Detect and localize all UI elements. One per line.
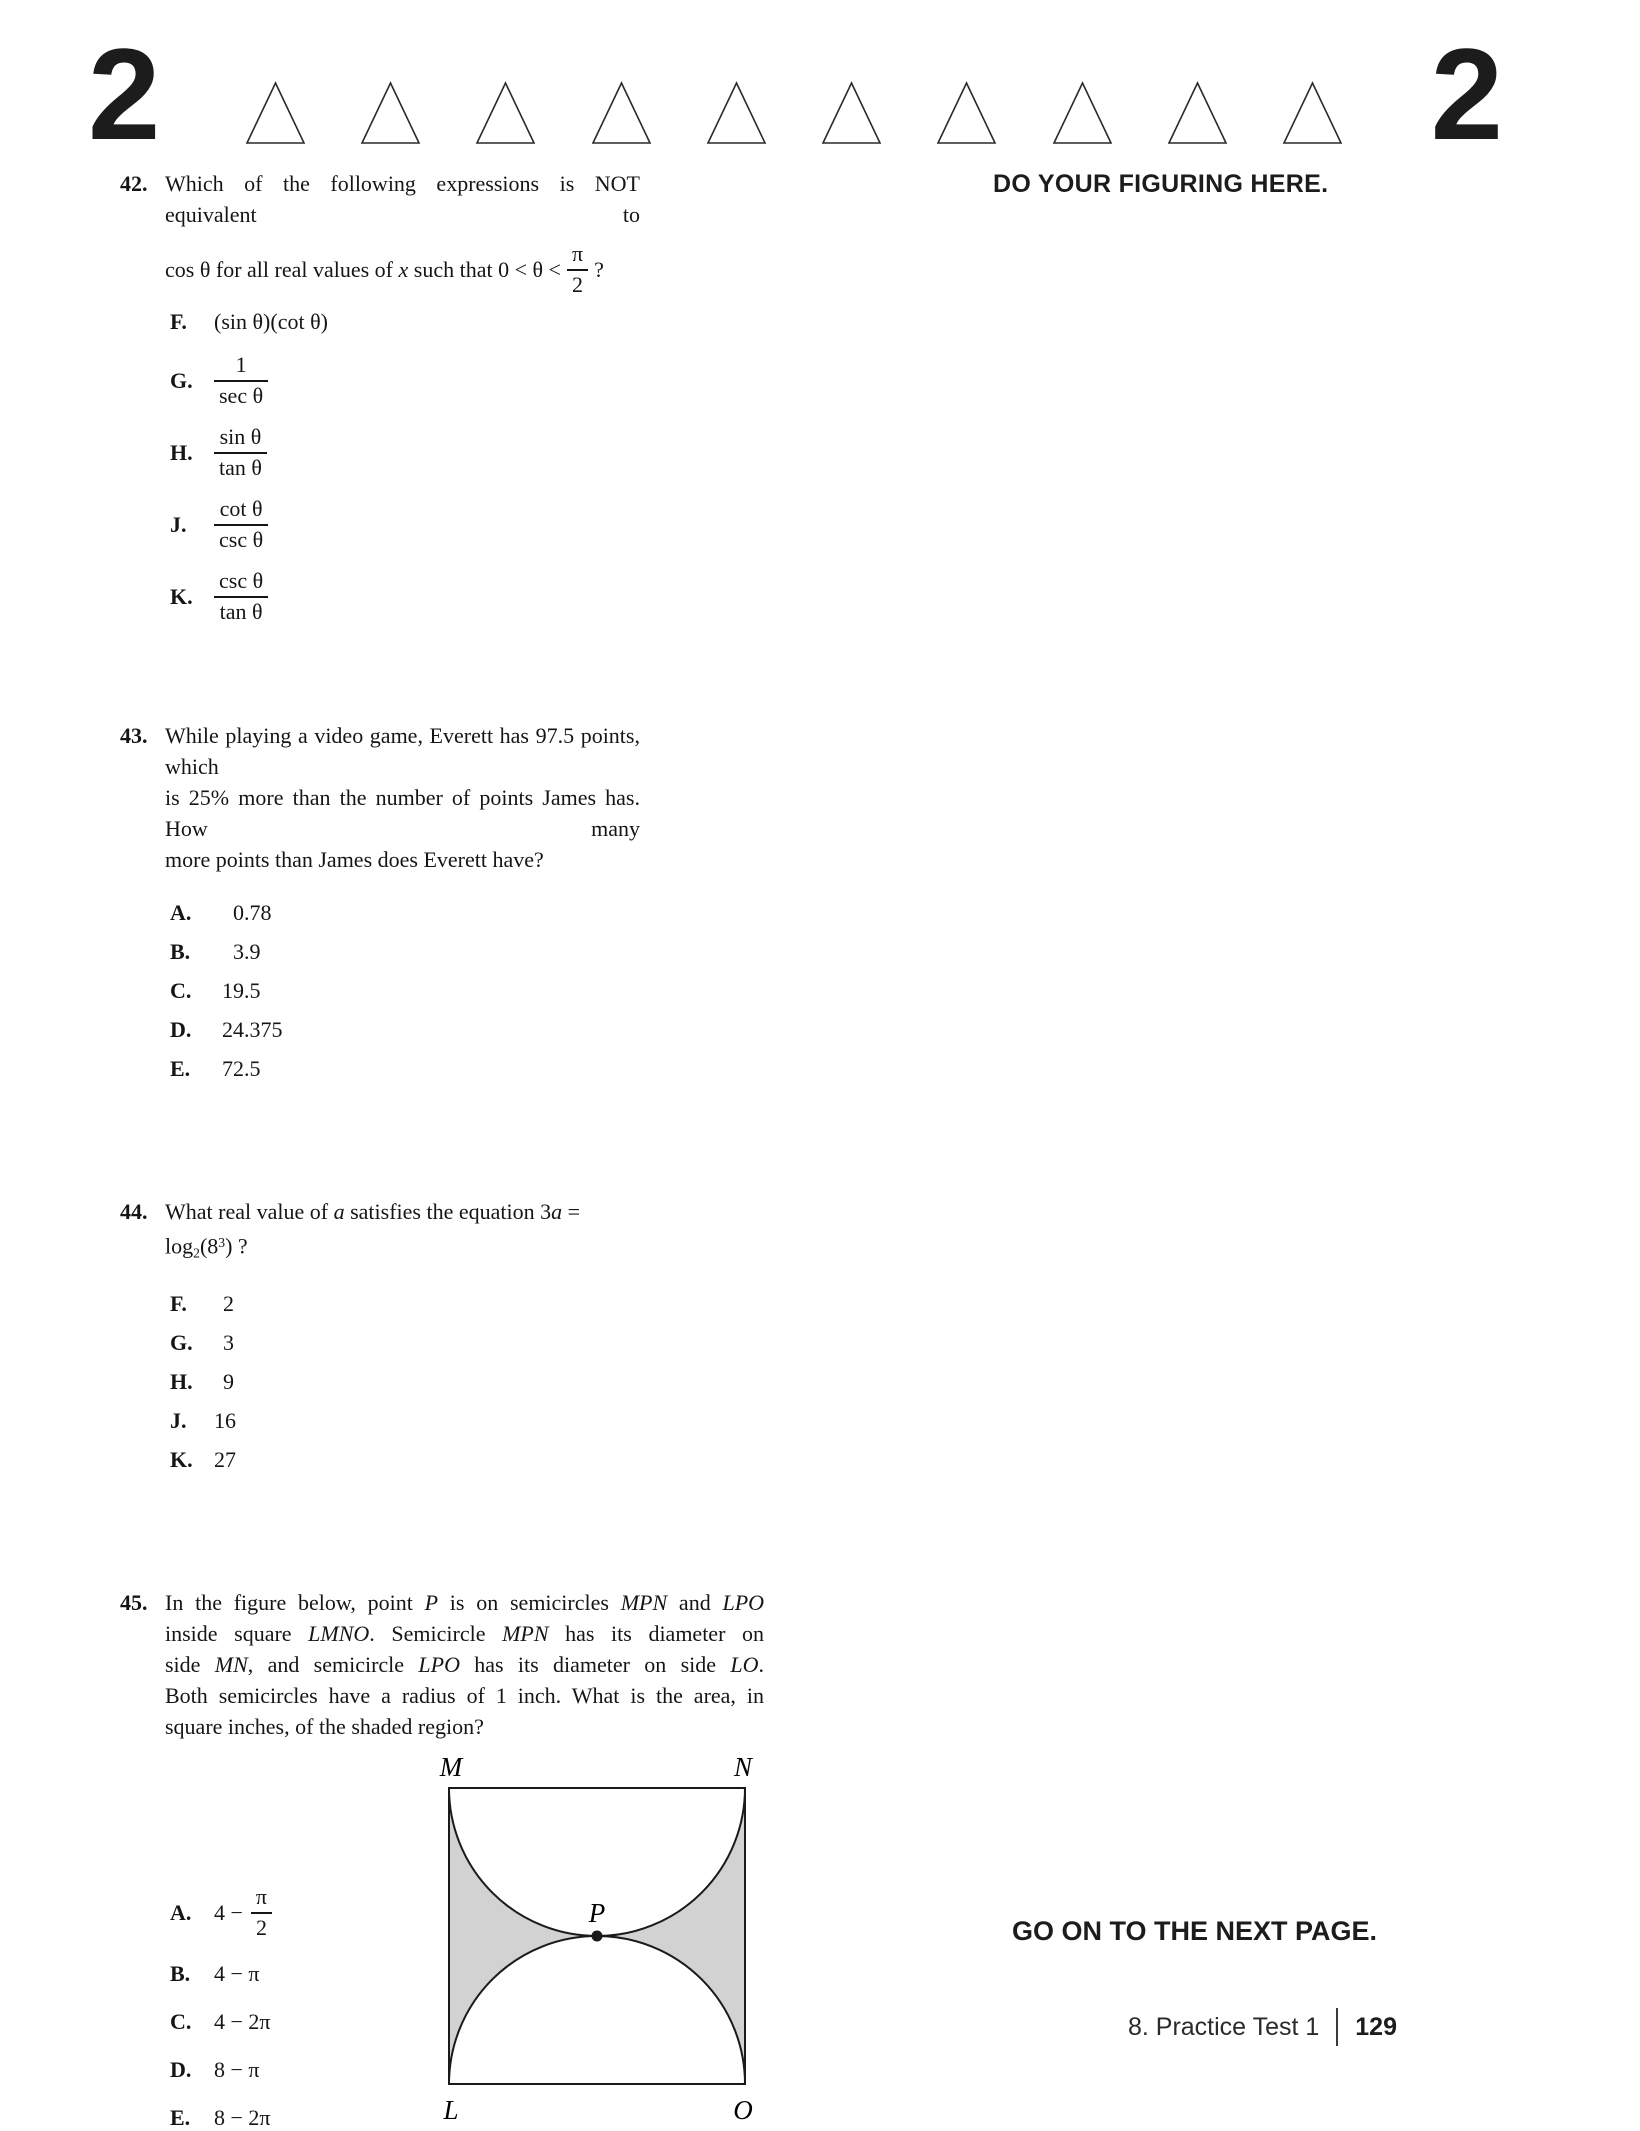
triangle-band [157,80,1430,148]
fraction [214,424,267,481]
question-text-line: side MN, and semicircle LPO has its diameter on side LO. [165,1652,764,1678]
option-letter: K. [170,1447,193,1473]
label-O: O [733,2095,753,2126]
option-value: (sin θ)(cot θ) [214,309,328,334]
fraction-numerator: csc θ [214,568,268,598]
answer-option [165,352,640,409]
questions-column [120,168,765,2131]
answer-option [165,2102,430,2131]
option-dec: .5 [244,1056,261,1081]
option-int: 19 [222,978,244,1003]
option-letter: H. [170,1369,193,1395]
answer-option [165,1053,640,1084]
option-value: 4 − π [214,1961,260,1987]
answer-option [165,1884,430,1941]
question-42 [120,168,640,625]
answer-option [165,2006,430,2037]
option-letter: A. [170,900,192,925]
point-P-dot [592,1931,603,1942]
option-letter: D. [170,1017,192,1042]
triangle-icon [820,80,883,146]
fraction-numerator: sin θ [214,424,267,454]
section-number-left: 2 [88,21,158,168]
option-letter: C. [170,2009,192,2035]
option-dec: .78 [244,900,272,925]
fraction-denominator: tan θ [219,599,263,624]
answer-option [165,1014,640,1045]
page-number: 129 [1355,2012,1397,2041]
option-letter: C. [170,978,192,1003]
shaded-region-right [597,1788,745,2084]
option-int: 3 [233,939,244,964]
triangle-icon [1166,80,1229,146]
question-text-line: inside square LMNO. Semicircle MPN has its diameter on [165,1621,764,1647]
option-letter: G. [170,1330,193,1356]
triangle-icon [474,80,537,146]
footer-divider [1336,2008,1338,2046]
fraction-denominator: 2 [255,1915,267,1941]
variable: x [398,257,409,282]
question-number: 45. [120,1590,148,1616]
q45-options-and-figure [165,1746,764,2131]
fraction [214,568,268,625]
option-value: 16 [214,1408,236,1434]
triangle-icon [705,80,768,146]
question-text-line: Which of the following expressions is NOT equivalent to [165,171,640,227]
answer-option [165,568,640,625]
fraction [567,241,588,298]
square-semicircles-diagram [430,1746,764,2128]
triangle-icon [1281,80,1344,146]
option-letter: E. [170,2105,191,2131]
q45-options [165,1746,430,2131]
answer-option [165,936,640,967]
label-L: L [443,2095,459,2126]
option-value [214,897,272,928]
fraction-denominator: 2 [572,272,583,297]
page-header [88,21,1500,168]
text-segment: such that 0 < θ < [413,257,561,282]
fraction [214,496,268,553]
triangle-icon [935,80,998,146]
question-44 [120,1196,640,1475]
question-number: 42. [120,171,148,196]
answer-option [165,897,640,928]
figuring-note: DO YOUR FIGURING HERE. [993,170,1329,198]
option-int: 24 [222,1017,244,1042]
option-letter: A. [170,1900,192,1926]
option-value: 8 − 2π [214,2105,271,2131]
option-letter: B. [170,1961,191,1987]
question-text-line [165,241,640,298]
label-N: N [733,1752,753,1783]
fraction-denominator: sec θ [219,383,264,408]
question-text-line: Both semicircles have a radius of 1 inch. What is the area, in [165,1683,764,1709]
answer-option [165,1366,640,1397]
answer-option [165,496,640,553]
option-value: 8 − π [214,2057,260,2083]
question-45 [120,1587,765,2131]
label-P: P [588,1898,606,1929]
answer-option [165,306,640,337]
option-letter: D. [170,2057,192,2083]
question-body [165,168,640,625]
question-number: 43. [120,723,148,748]
page-footer [1128,2008,1397,2046]
option-letter: F. [170,1291,187,1317]
fraction-denominator: csc θ [219,527,264,552]
fraction-numerator: cot θ [214,496,268,526]
triangle-icon [244,80,307,146]
text-segment: ? [594,257,604,282]
answer-option [165,1958,430,1989]
fraction-numerator: π [567,241,588,271]
option-value: 9 [223,1369,234,1395]
option-dec: .5 [244,978,261,1003]
answer-option [165,1327,640,1358]
question-body [165,1587,764,2131]
footer-label: 8. Practice Test 1 [1127,2012,1320,2041]
option-letter: K. [170,584,193,609]
option-dec: .9 [244,939,261,964]
answer-option [165,1405,640,1436]
fraction [214,352,268,409]
question-text-line: square inches, of the shaded region? [165,1714,484,1740]
answer-option [165,2054,430,2085]
option-value: 4 − [214,1900,243,1926]
option-value [214,1053,261,1084]
fraction-numerator: 1 [214,352,268,382]
option-value [214,936,261,967]
text-segment: cos θ for all real values of [165,257,394,282]
option-letter: F. [170,309,187,334]
answer-option [165,1288,640,1319]
shaded-region-left [449,1788,597,2084]
answer-option [165,975,640,1006]
geometry-figure [430,1746,764,2131]
question-number: 44. [120,1199,148,1224]
option-letter: J. [170,512,187,537]
option-value: 2 [223,1291,234,1317]
option-letter: G. [170,368,193,393]
option-letter: E. [170,1056,191,1081]
option-letter: H. [170,440,193,465]
question-text-line: What real value of a satisfies the equation $3a = \log_2(8^3)$ ? [165,1199,581,1261]
fraction [251,1884,272,1941]
question-body [165,1196,640,1475]
question-body [165,720,640,1084]
option-int: 0 [233,900,244,925]
answer-option [165,424,640,481]
question-text-line: While playing a video game, Everett has 97.5 points, which [165,723,640,779]
option-value [214,975,261,1006]
option-value [214,1014,283,1045]
question-text-line: more points than James does Everett have? [165,847,544,872]
question-text-line: is 25% more than the number of points James has. How many [165,785,640,841]
triangle-icon [1051,80,1114,146]
label-M: M [439,1752,463,1783]
option-value: 27 [214,1447,236,1473]
triangle-icon [359,80,422,146]
fraction-numerator: π [251,1884,272,1914]
option-dec: .375 [244,1017,283,1042]
option-value: 3 [223,1330,234,1356]
question-text-line: In the figure below, point P is on semicircles MPN and LPO [165,1590,765,1616]
fraction-denominator: tan θ [219,455,262,480]
question-43 [120,720,640,1084]
triangle-icon [590,80,653,146]
go-on-note: GO ON TO THE NEXT PAGE. [1011,1916,1377,1946]
option-value: 4 − 2π [214,2009,271,2035]
answer-option [165,1444,640,1475]
section-number-right: 2 [1430,21,1500,168]
option-letter: B. [170,939,191,964]
option-letter: J. [170,1408,187,1434]
option-int: 72 [222,1056,244,1081]
